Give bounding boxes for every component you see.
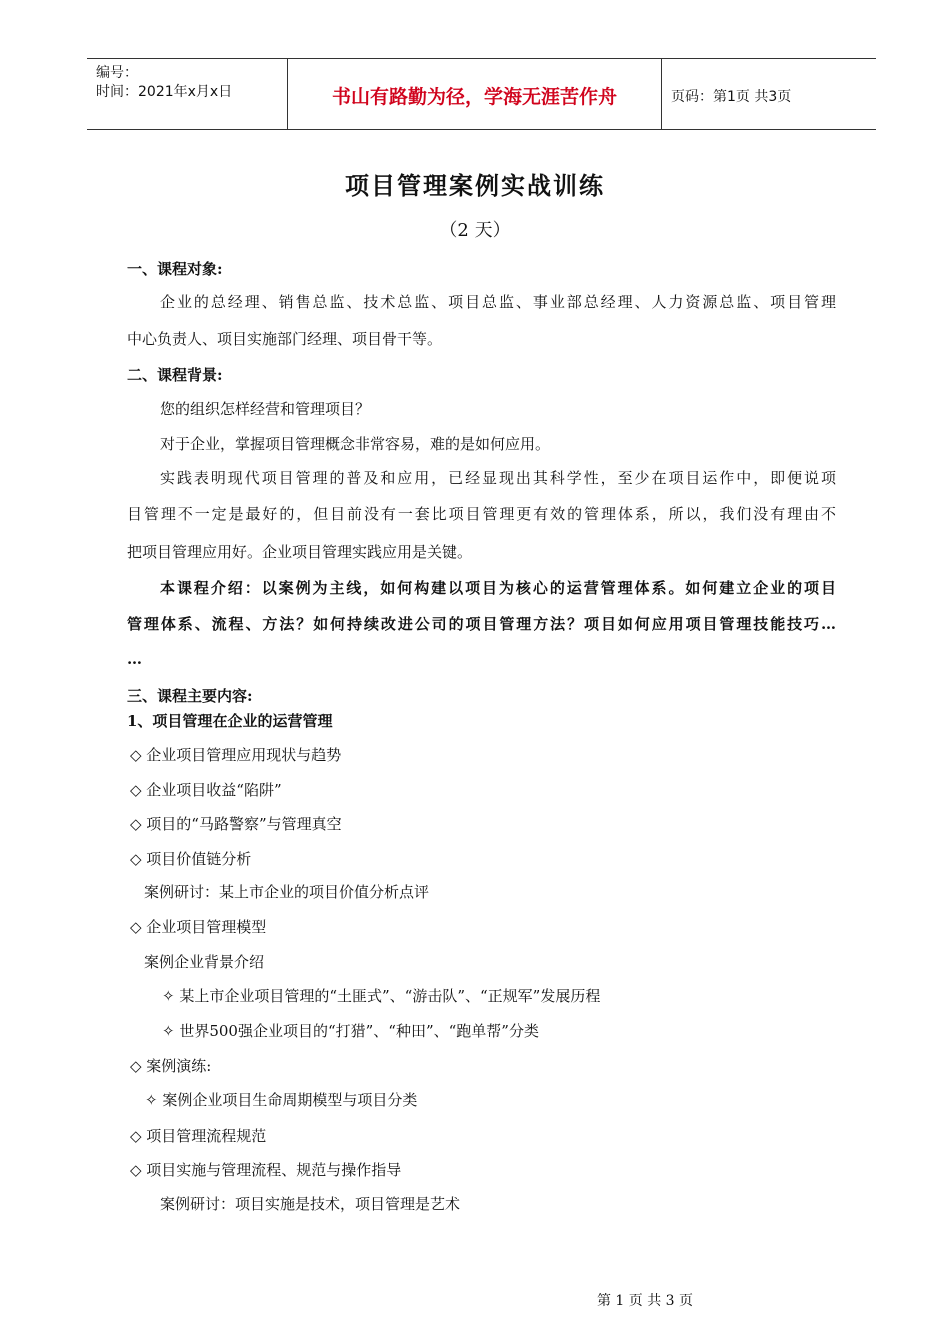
course-duration: （2 天） xyxy=(439,220,511,241)
content-item: ◇ 项目实施与管理流程、规范与操作指导 xyxy=(130,1161,402,1179)
course-intro-line: 本课程介绍：以案例为主线，如何构建以项目为核心的运营管理体系。如何建立企业的项目 xyxy=(160,579,836,597)
case-study-item: 案例研讨：某上市企业的项目价值分析点评 xyxy=(144,883,430,901)
section-2-paragraph-line: 实践表明现代项目管理的普及和应用，已经显现出其科学性，至少在项目运作中，即便说项 xyxy=(160,469,836,487)
section-3-subheading: 1、项目管理在企业的运营管理 xyxy=(127,712,333,730)
header-left-cell xyxy=(87,59,288,129)
content-item: ◇ 企业项目管理应用现状与趋势 xyxy=(130,746,342,764)
number-label: 编号： xyxy=(96,65,138,81)
header-middle-cell xyxy=(288,59,662,129)
case-sub-item: ✧ 案例企业项目生命周期模型与项目分类 xyxy=(145,1091,418,1109)
document-title: 项目管理案例实战训练 xyxy=(345,171,605,200)
section-1-paragraph-line: 中心负责人、项目实施部门经理、项目骨干等。 xyxy=(127,330,443,348)
content-item: ◇ 案例演练: xyxy=(130,1057,212,1075)
motto: 书山有路勤为径，学海无涯苦作舟 xyxy=(331,86,617,108)
page-header xyxy=(87,58,876,130)
section-2-heading: 二、课程背景: xyxy=(127,366,223,384)
content-item: ◇ 企业项目管理模型 xyxy=(130,918,267,936)
section-1-paragraph-line: 企业的总经理、销售总监、技术总监、项目总监、事业部总经理、人力资源总监、项目管理 xyxy=(160,293,836,311)
content-item: ◇ 项目价值链分析 xyxy=(130,850,252,868)
date-line: 时间：2021年x月x日 xyxy=(96,84,233,100)
case-sub-item: ✧ 某上市企业项目管理的“土匪式”、“游击队”、“正规军”发展历程 xyxy=(162,987,601,1005)
section-2-paragraph-line: 目管理不一定是最好的，但目前没有一套比项目管理更有效的管理体系，所以，我们没有理由不 xyxy=(127,505,836,523)
case-study-item: 案例企业背景介绍 xyxy=(144,953,265,971)
page-footer: 第 1 页 共 3 页 xyxy=(596,1293,694,1309)
case-study-item: 案例研讨：项目实施是技术，项目管理是艺术 xyxy=(160,1195,461,1213)
page-info: 页码：第1页 共3页 xyxy=(671,89,792,105)
section-2-paragraph-line: 把项目管理应用好。企业项目管理实践应用是关键。 xyxy=(127,543,473,561)
header-right-cell xyxy=(662,59,876,129)
content-item: ◇ 项目管理流程规范 xyxy=(130,1127,267,1145)
course-intro-line: 管理体系、流程、方法？如何持续改进公司的项目管理方法？项目如何应用项目管理技能技巧… xyxy=(127,615,836,633)
section-2-paragraph: 对于企业，掌握项目管理概念非常容易，难的是如何应用。 xyxy=(160,435,551,453)
section-2-paragraph: 您的组织怎样经营和管理项目？ xyxy=(160,400,371,418)
content-item: ◇ 企业项目收益“陷阱” xyxy=(130,781,282,799)
content-item: ◇ 项目的“马路警察”与管理真空 xyxy=(130,815,342,833)
section-1-heading: 一、课程对象: xyxy=(127,260,223,278)
section-3-heading: 三、课程主要内容: xyxy=(127,687,253,705)
course-intro-line: … xyxy=(127,650,142,668)
case-sub-item: ✧ 世界500强企业项目的“打猎”、“种田”、“跑单帮”分类 xyxy=(162,1022,539,1040)
